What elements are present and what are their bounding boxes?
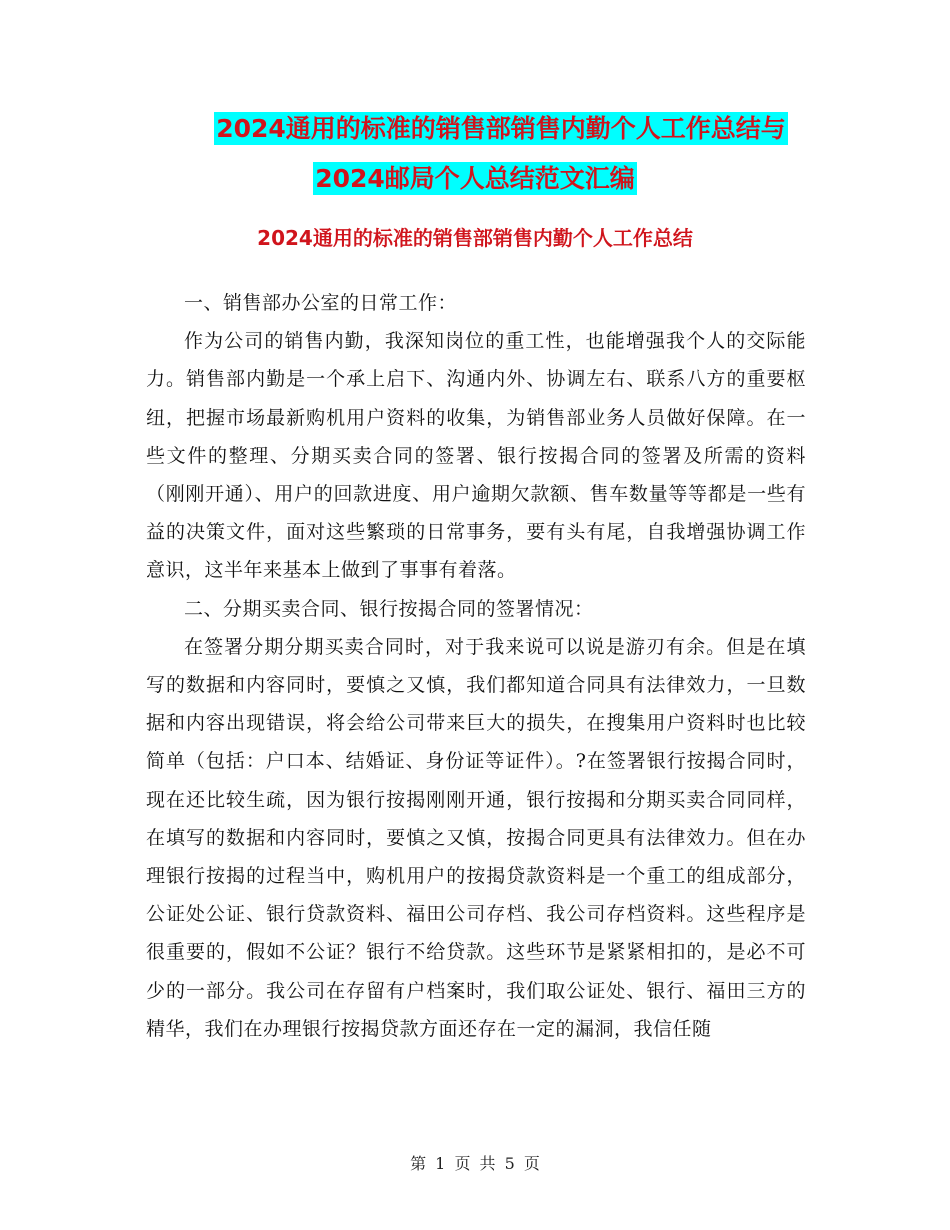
document-title-line1: 2024通用的标准的销售部销售内勤个人工作总结与 — [216, 114, 786, 143]
paragraph: 在签署分期分期买卖合同时，对于我来说可以说是游刃有余。但是在填写的数据和内容同时，要慎之又慎，我们都知道合同具有法律效力，一旦数据和内容出现错误，将会给公司带来巨大的损失，在搜集用户资料时也比较简单（包括：户口本、结婚证、身份证等证件）。?在签署银行按揭合同时，现在还比较生疏，因为银行按揭刚刚开通，银行按揭和分期买卖合同同样，在填写的数据和内容同时，要慎之又慎，按揭合同更具有法律效力。但在办理银行按揭的过程当中，购机用户的按揭贷款资料是一个重工的组成部分，公证处公证、银行贷款资料、福田公司存档、我公司存档资料。这些程序是很重要的，假如不公证？银行不给贷款。这些环节是紧紧相扣的，是必不可少的一部分。我公司在存留有户档案时，我们取公证处、银行、福田三方的精华，我们在办理银行按揭贷款方面还存在一定的漏洞，我信任随 — [146, 635, 806, 1040]
paragraph-heading-2: 二、分期买卖合同、银行按揭合同的签署情况： — [184, 597, 594, 620]
paragraph-heading-1: 一、销售部办公室的日常工作： — [184, 292, 458, 314]
document-title-line2: 2024邮局个人总结范文汇编 — [315, 164, 635, 193]
page-footer: 第 1 页 共 5 页 — [410, 1154, 540, 1173]
section-title: 2024通用的标准的销售部销售内勤个人工作总结 — [257, 226, 693, 250]
document-body — [146, 284, 806, 1048]
paragraph: 作为公司的销售内勤，我深知岗位的重工性，也能增强我个人的交际能力。销售部内勤是一个承上启下、沟通内外、协调左右、联系八方的重要枢纽，把握市场最新购机用户资料的收集，为销售部业务人员做好保障。在一些文件的整理、分期买卖合同的签署、银行按揭合同的签署及所需的资料（刚刚开通）、用户的回款进度、用户逾期欠款额、售车数量等等都是一些有益的决策文件，面对这些繁琐的日常事务，要有头有尾，自我增强协调工作意识，这半年来基本上做到了事事有着落。 — [146, 330, 806, 582]
document-title — [0, 104, 950, 204]
